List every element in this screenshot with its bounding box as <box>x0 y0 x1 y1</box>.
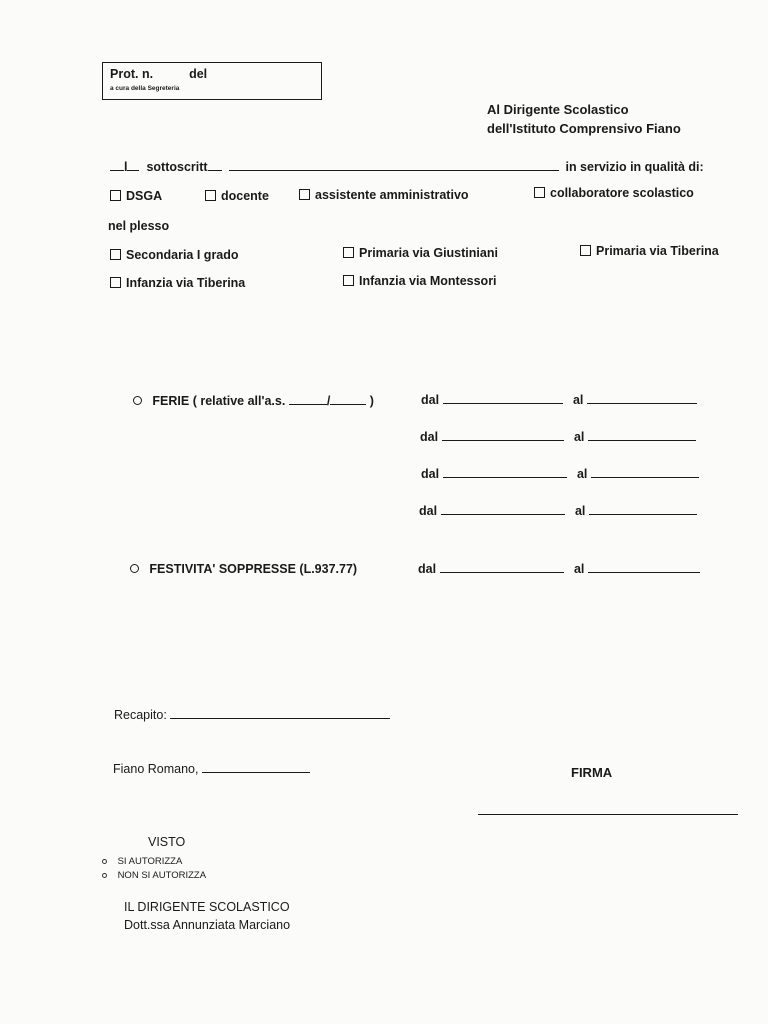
date-to-field[interactable] <box>588 439 696 441</box>
name-field[interactable] <box>229 169 559 171</box>
festivita-label: FESTIVITA' SOPPRESSE (L.937.77) <box>149 562 358 576</box>
recipient-line2: dell'Istituto Comprensivo Fiano <box>487 121 681 136</box>
dirigente-name: Dott.ssa Annunziata Marciano <box>124 918 291 932</box>
date-from-field[interactable] <box>443 476 567 478</box>
checkbox-icon[interactable] <box>110 277 121 288</box>
dirigente-title: IL DIRIGENTE SCOLASTICO <box>124 900 290 914</box>
checkbox-icon[interactable] <box>343 247 354 258</box>
si-autorizza-option[interactable]: SI AUTORIZZA <box>102 856 182 867</box>
recipient-line1: Al Dirigente Scolastico <box>487 102 629 117</box>
ferie-period-4: dal al <box>419 504 697 518</box>
checkbox-icon[interactable] <box>580 245 591 256</box>
year-end-field[interactable] <box>330 403 366 405</box>
role-dsga[interactable]: DSGA <box>110 189 162 203</box>
visto-label: VISTO <box>148 835 186 849</box>
ferie-period-3: dal al <box>421 467 699 481</box>
prot-note: a cura della Segreteria <box>110 85 180 92</box>
blank-line[interactable] <box>110 169 124 171</box>
intro-prefix: l <box>124 160 128 174</box>
role-assistente[interactable]: assistente amministrativo <box>299 188 469 202</box>
sottoscritt-label: sottoscritt <box>146 160 208 174</box>
recapito-label: Recapito: <box>114 708 167 722</box>
checkbox-icon[interactable] <box>534 187 545 198</box>
intro-line <box>110 160 704 174</box>
date-to-field[interactable] <box>588 571 700 573</box>
luogo-label: Fiano Romano, <box>113 762 199 776</box>
radio-icon[interactable] <box>130 564 139 573</box>
date-to-field[interactable] <box>589 513 697 515</box>
radio-icon[interactable] <box>102 859 107 864</box>
plesso-label: nel plesso <box>108 219 170 233</box>
ferie-period-2: dal al <box>420 430 696 444</box>
blank-line[interactable] <box>208 169 222 171</box>
non-si-autorizza-option[interactable]: NON SI AUTORIZZA <box>102 870 206 881</box>
checkbox-icon[interactable] <box>205 190 216 201</box>
festivita-period: dal al <box>418 562 700 576</box>
recapito-field[interactable] <box>170 717 390 719</box>
prot-label: Prot. n. <box>110 67 154 81</box>
date-from-field[interactable] <box>442 439 564 441</box>
year-start-field[interactable] <box>289 403 327 405</box>
date-from-field[interactable] <box>441 513 565 515</box>
recapito-row <box>114 708 390 722</box>
in-servizio-label: in servizio in qualità di: <box>565 160 704 174</box>
checkbox-icon[interactable] <box>343 275 354 286</box>
ferie-option[interactable]: FERIE ( relative all'a.s. / ) <box>133 394 374 408</box>
del-label: del <box>189 67 208 81</box>
plesso-secondaria[interactable]: Secondaria I grado <box>110 248 239 262</box>
date-to-field[interactable] <box>587 402 697 404</box>
plesso-primaria-tiberina[interactable]: Primaria via Tiberina <box>580 244 719 258</box>
plesso-primaria-giustiniani[interactable]: Primaria via Giustiniani <box>343 246 498 260</box>
luogo-row <box>113 762 310 776</box>
ferie-period-1: dal al <box>421 393 697 407</box>
festivita-option[interactable] <box>130 562 357 576</box>
protocol-box <box>102 62 322 100</box>
checkbox-icon[interactable] <box>110 190 121 201</box>
blank-line[interactable] <box>127 169 139 171</box>
date-to-field[interactable] <box>591 476 699 478</box>
radio-icon[interactable] <box>133 396 142 405</box>
date-field[interactable] <box>202 771 310 773</box>
checkbox-icon[interactable] <box>110 249 121 260</box>
role-collaboratore[interactable]: collaboratore scolastico <box>534 186 694 200</box>
plesso-infanzia-tiberina[interactable]: Infanzia via Tiberina <box>110 276 245 290</box>
date-from-field[interactable] <box>440 571 564 573</box>
date-from-field[interactable] <box>443 402 563 404</box>
firma-label: FIRMA <box>571 765 613 780</box>
ferie-label: FERIE <box>152 394 190 408</box>
role-docente[interactable]: docente <box>205 189 269 203</box>
radio-icon[interactable] <box>102 873 107 878</box>
checkbox-icon[interactable] <box>299 189 310 200</box>
signature-field[interactable] <box>478 814 738 815</box>
ferie-relative: ( relative all'a.s. <box>192 394 286 408</box>
plesso-infanzia-montessori[interactable]: Infanzia via Montessori <box>343 274 497 288</box>
